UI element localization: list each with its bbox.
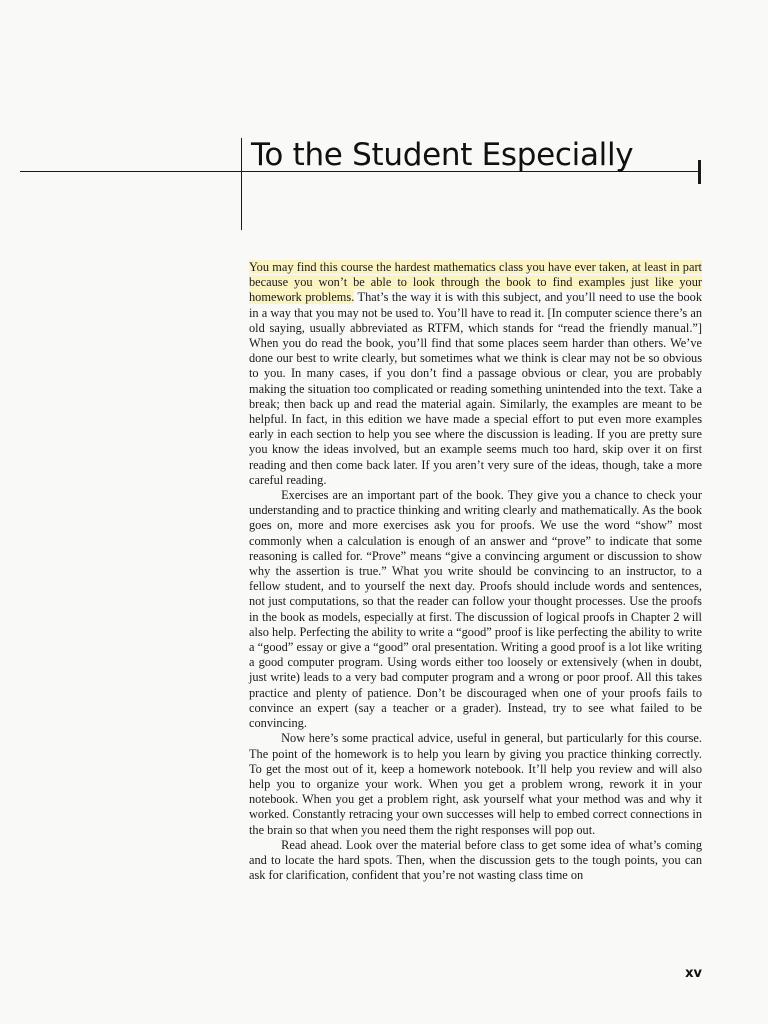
paragraph <box>249 260 702 488</box>
paragraph <box>249 488 702 731</box>
paragraph-text: That’s the way it is with this subject, and you’ll need to use the book in a way that you may not be used to. You’ll have to read it. [In computer science there’s an old saying, usually abbreviated as RTFM, which stands for “read the friendly manual.”] When you do read the book, you’ll find that some places seem harder than others. We’ve done our best to write clearly, but sometimes what we think is clear may not be so obvious to you. In many cases, if you don’t find a passage obvious or clear, you are probably making the situation too complicated or reading something unintended into the text. Take a break; then back up and read the material again. Similarly, the examples are meant to be helpful. In fact, in this edition we have made a special effort to put even more examples early in each section to help you see where the discussion is leading. If you are pretty sure you know the ideas involved, but an example seems much too hard, skip over it on first reading and then come back later. If you aren’t very sure of the ideas, though, take a more careful reading. <box>249 290 703 487</box>
paragraph-text: Now here’s some practical advice, useful in general, but particularly for this course. The point of the homework is to help you learn by giving you practice thinking correctly. To get the most out of it, keep a homework notebook. It’ll help you review and will also help you to organize your work. When you get a problem wrong, rework it in your notebook. When you get a problem right, ask yourself what your method was and why it worked. Constantly retracing your own successes will help to embed correct connections in the brain so that when you need them the right responses will pop out. <box>249 731 702 837</box>
chapter-title: To the Student Especially <box>251 137 634 173</box>
paragraph <box>249 731 702 837</box>
heading-rule-end-tick <box>698 160 701 184</box>
page-number: xv <box>685 966 702 981</box>
body-text <box>249 260 702 883</box>
paragraph <box>249 838 702 884</box>
highlighted-passage: You may find this course the hardest mathematics class you have ever taken, at least in part because you won’t be able to look through the book to find examples just like your homework problems. <box>249 260 702 305</box>
heading-rule-vertical-left <box>241 138 242 230</box>
paragraph-text: Exercises are an important part of the book. They give you a chance to check your understanding and to practice thinking and writing clearly and mathematically. As the book goes on, more and more exercises ask you for proofs. We use the word “show” most commonly when a calculation is enough of an answer and “prove” to indicate that some reasoning is called for. “Prove” means “give a convincing argument or discussion to show why the assertion is true.” What you write should be convincing to an instructor, to a fellow student, and to yourself the next day. Proofs should include words and sentences, not just computations, so that the reader can follow your thought processes. Use the proofs in the book as models, especially at first. The discussion of logical proofs in Chapter 2 will also help. Perfecting the ability to write a “good” proof is like perfecting the ability to write a “good” essay or give a “good” oral presentation. Writing a good proof is a lot like writing a good computer program. Using words either too loosely or extensively (when in doubt, just write) leads to a very bad computer program and a wrong or poor proof. All this takes practice and plenty of patience. Don’t be discouraged when one of your proofs fails to convince an expert (say a teacher or a grader). Instead, try to see what failed to be convincing. <box>249 488 702 731</box>
paragraph-text: Read ahead. Look over the material before class to get some idea of what’s coming and to locate the hard spots. Then, when the discussion gets to the tough points, you can ask for clarification, confident that you’re not wasting class time on <box>249 837 702 883</box>
